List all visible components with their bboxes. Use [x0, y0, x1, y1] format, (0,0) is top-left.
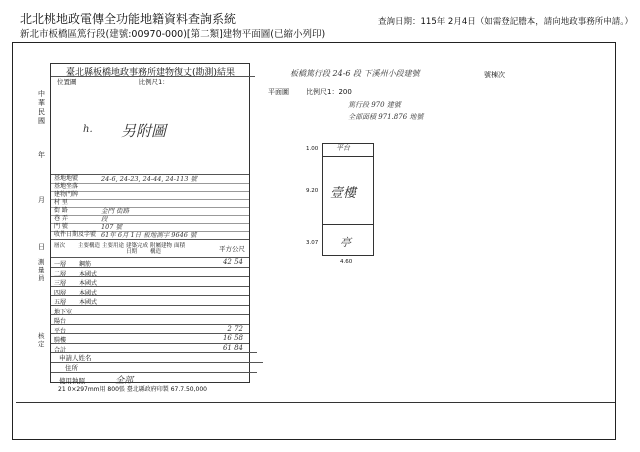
info-row-label: 基地坐落 [54, 183, 79, 190]
plan-note-2: 全部面積 971.876 地號 [348, 113, 424, 121]
form-heading: 臺北縣板橋地政事務所建物復丈(勘測)結果 [66, 68, 236, 78]
floor-name: 四層 [54, 289, 67, 297]
floor-structure: 本國式 [79, 299, 98, 306]
position-row [51, 76, 255, 89]
side-year: 年 [38, 151, 45, 159]
form-footer-note: 21 0×297mm用 800張 臺北縣政府印製 67.7.50,000 [58, 386, 207, 393]
room-top-label: 平台 [336, 144, 350, 152]
info-row-label: 門 號 [54, 223, 68, 230]
page-title: 北北桃地政電傳全功能地籍資料查詢系統 [20, 12, 237, 26]
floor-name: 合計 [54, 346, 67, 354]
info-row-label: 基地地號 [54, 175, 79, 182]
column-header: 層次 [54, 243, 66, 249]
info-row-label: 建物門牌 [54, 191, 79, 198]
side-label-date: 中華民國 [38, 90, 45, 125]
column-header: 面積 [174, 243, 186, 249]
hand-position-note: 另附圖 [121, 122, 167, 140]
side-day: 日 [38, 243, 45, 251]
area-unit: 平方公尺 [219, 245, 245, 253]
column-header-row [51, 239, 249, 258]
floor-structure: 本國式 [79, 280, 98, 287]
dim-mid: 9.20 [306, 188, 319, 194]
column-header: 建築完成日期 [126, 243, 149, 255]
info-row-value: 61年 6月 1日 板地測字 9646 號 [101, 231, 197, 239]
floor-name: 地下室 [54, 308, 73, 316]
info-row-value: 107 號 [101, 223, 122, 231]
dim-base: 4.60 [340, 259, 353, 265]
floor-name: 一層 [54, 261, 67, 268]
building-number-label: 號棟次 [484, 71, 505, 79]
scale-label: 比例尺1： [138, 78, 169, 86]
hand-note: h. [83, 124, 93, 135]
floor-area: 16 58 [222, 334, 243, 342]
plan-location-note: 板橋篤行段 24-6 段 下溪州小段建號 [290, 69, 420, 78]
column-header: 主要構造 [78, 243, 101, 249]
plan-note-1: 篤行段 970 建號 [348, 101, 401, 109]
divider-line [16, 402, 615, 403]
position-label: 位置圖 [57, 78, 77, 86]
column-header: 附屬建物構造 [150, 243, 173, 255]
info-row-label: 收件日期及字號 [54, 231, 97, 238]
floor-name: 五層 [54, 299, 67, 306]
survey-form [50, 63, 250, 386]
usage-label: 使用執照 [59, 377, 85, 385]
floor-name: 二層 [54, 270, 67, 278]
room-main-label: 壹樓 [330, 186, 357, 201]
side-month: 月 [38, 196, 45, 204]
floor-name: 騎樓 [54, 337, 67, 344]
info-row-label: 巷 弄 [54, 215, 68, 222]
plan-label: 平面圖 [268, 88, 289, 96]
info-row-value: 金門 街路 [101, 207, 130, 215]
floor-name: 陽台 [54, 318, 67, 325]
room-bottom-label: 亭 [340, 236, 351, 249]
dim-top: 1.00 [306, 146, 319, 152]
floor-name: 平台 [54, 327, 67, 335]
side-check: 核定 [38, 332, 45, 348]
column-header: 主要用途 [102, 243, 125, 249]
address-label: 住所 [65, 364, 78, 372]
floor-area: 61 84 [222, 343, 243, 352]
floor-name: 三層 [54, 280, 67, 287]
floor-structure: 鋼筋 [79, 261, 92, 268]
document-subtitle: 新北市板橋區篤行段(建號:00970-000)[第二類]建物平面圖(已縮小列印) [20, 29, 326, 40]
info-row-label: 村 里 [54, 199, 68, 206]
plan-room-divider [323, 224, 373, 225]
floor-structure: 本國式 [79, 270, 98, 278]
usage-value: 全部 [115, 376, 134, 386]
side-survey: 測量員 [38, 258, 45, 282]
plan-scale: 比例尺1：200 [306, 88, 352, 96]
usage-row [51, 372, 257, 384]
info-row-value: 段 [101, 215, 108, 223]
dim-bottom: 3.07 [306, 240, 319, 246]
floor-structure: 本國式 [79, 289, 98, 297]
query-date: 查詢日期：115年 2月4日（如需登記謄本，請向地政事務所申請。） [378, 17, 633, 27]
floor-area: 42 54 [222, 258, 243, 266]
floor-area: 2 72 [227, 324, 243, 333]
info-row-value: 24-6, 24-23, 24-44, 24-113 號 [101, 175, 197, 183]
applicant-label: 申請人姓名 [59, 354, 92, 362]
info-row-label: 街 路 [54, 207, 68, 214]
